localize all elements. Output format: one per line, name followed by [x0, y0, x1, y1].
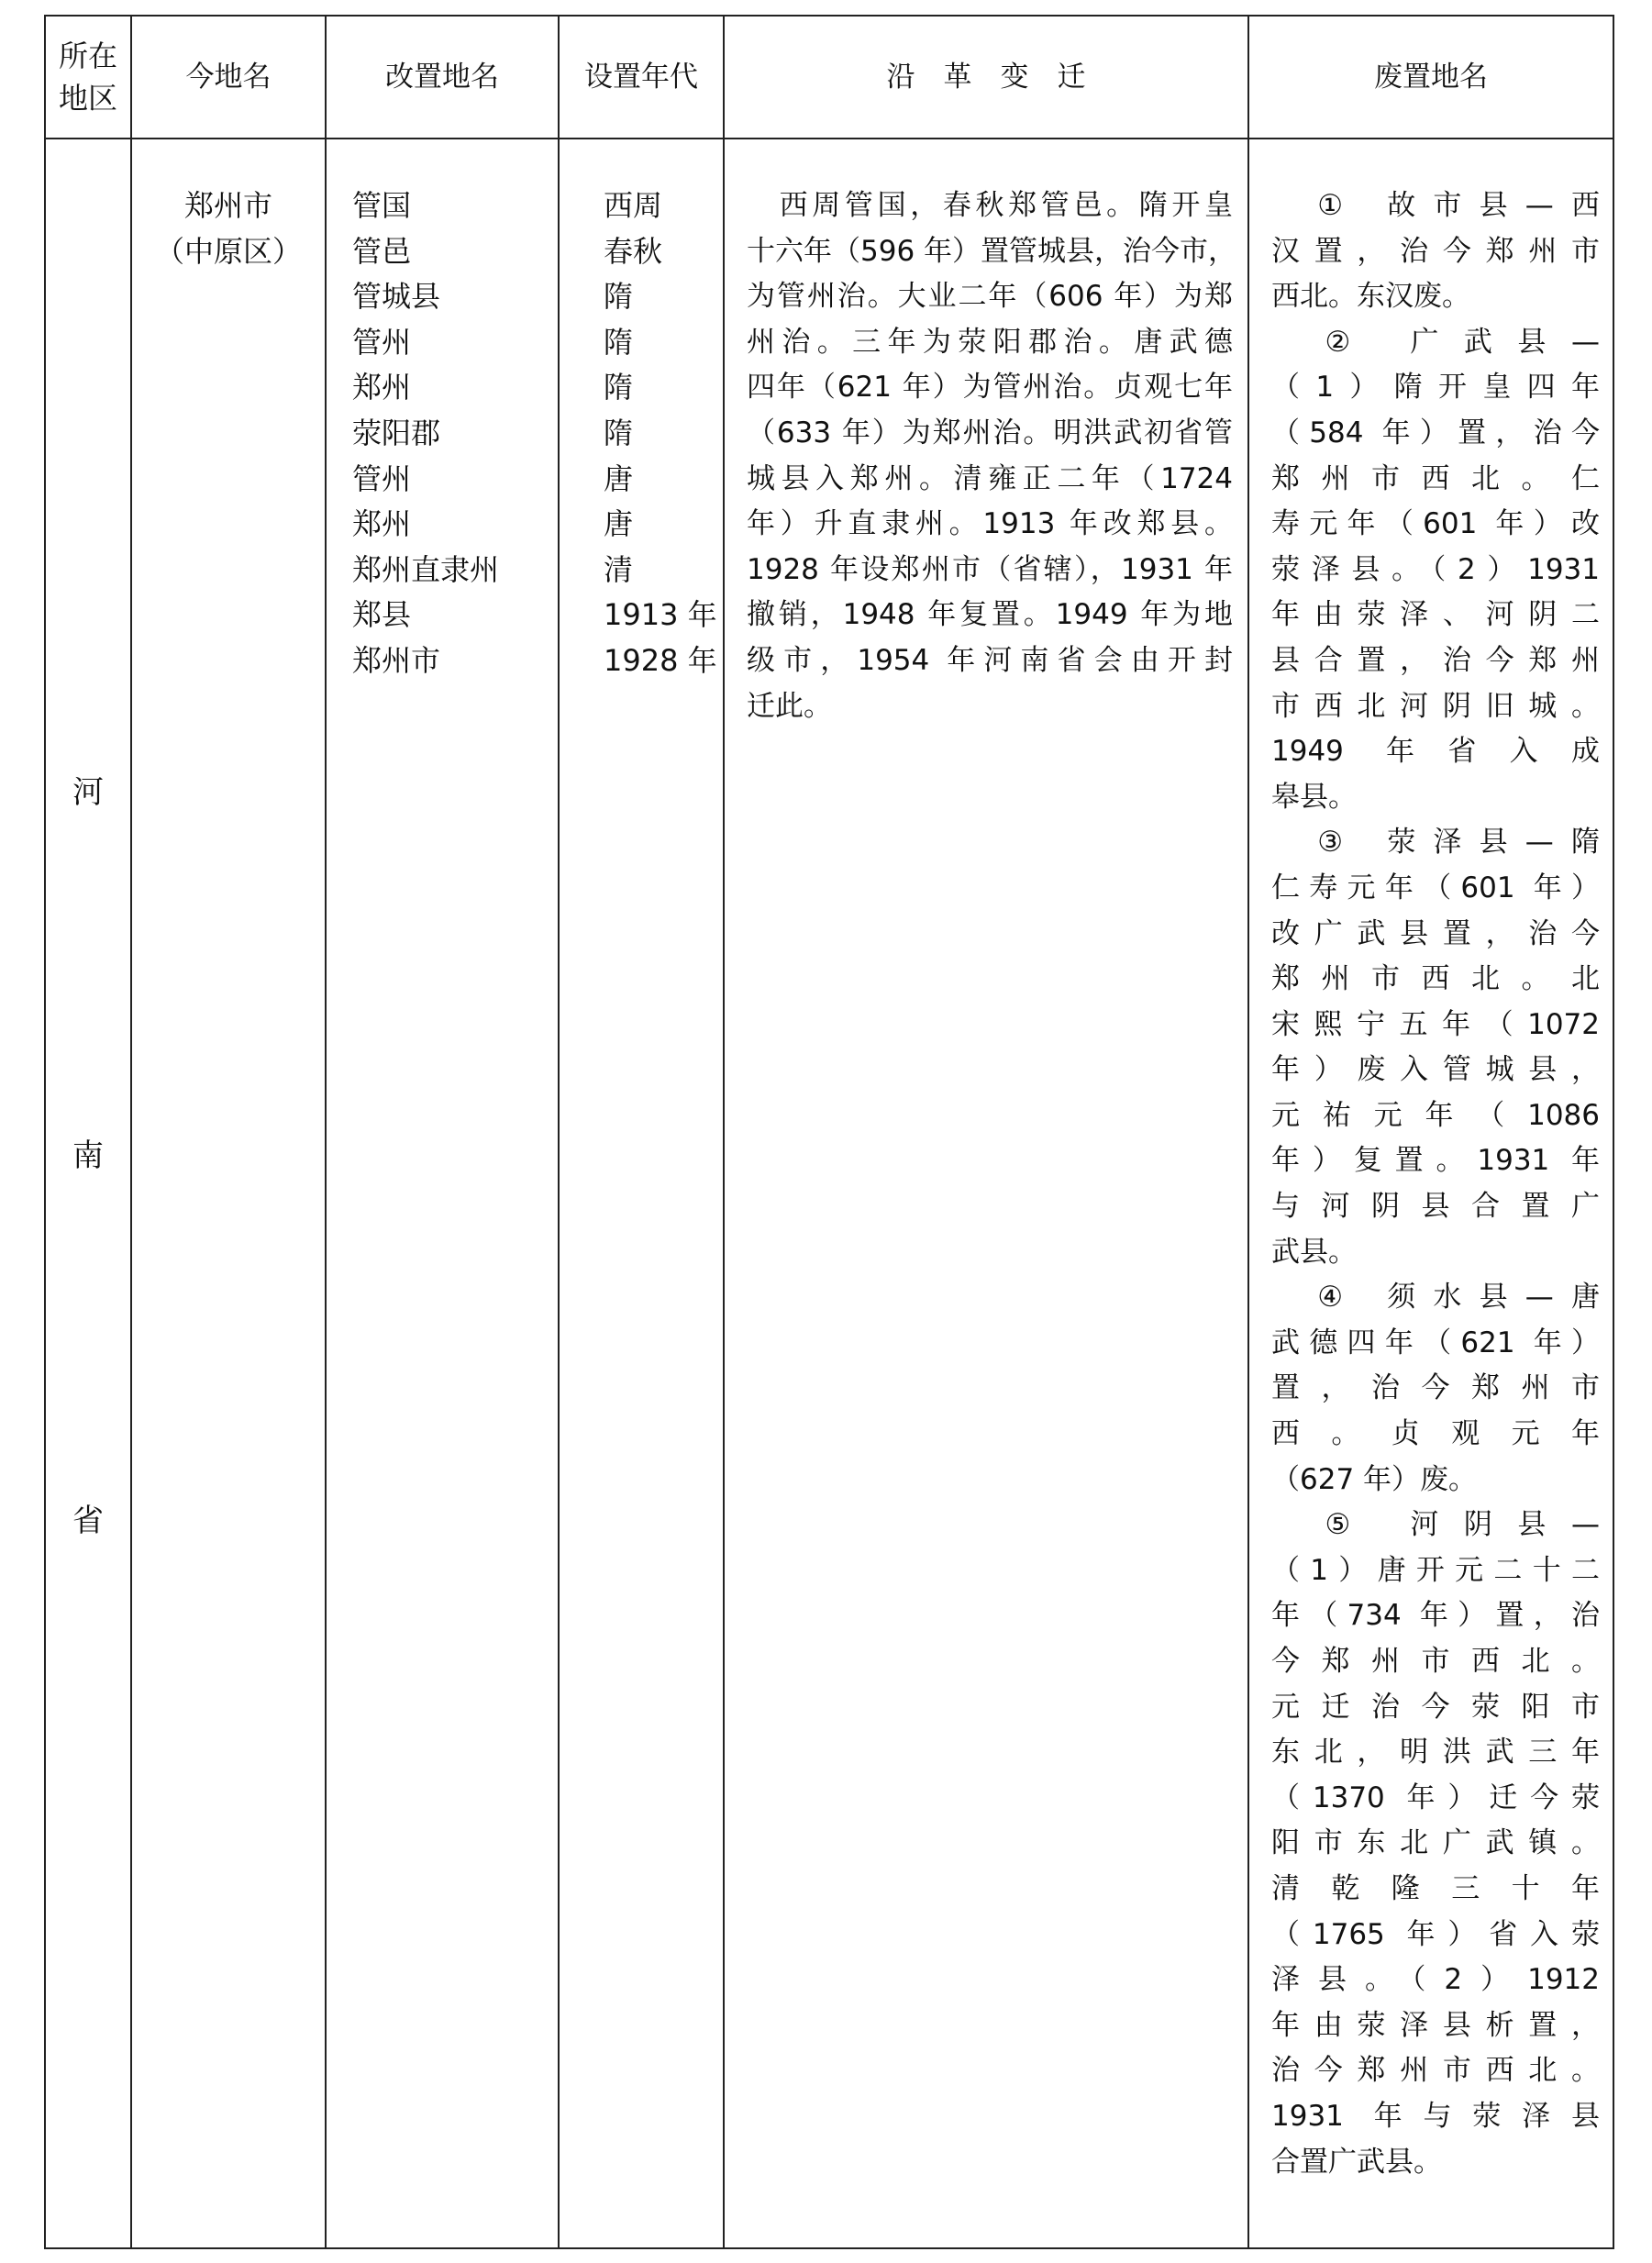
abolished-line: 郑州市西北。仁	[1271, 461, 1600, 495]
abolished-line: 元祐元年（1086	[1271, 1098, 1600, 1132]
column-divider	[558, 17, 560, 2247]
abolished-line: 阳市东北广武镇。	[1271, 1826, 1600, 1860]
abolished-line: 武德四年（621 年）	[1271, 1326, 1600, 1359]
abolished-line: ⑤ 河阴县—	[1271, 1508, 1600, 1542]
abolished-line: 郑州市西北。北	[1271, 962, 1600, 996]
abolished-line: ④ 须水县—唐	[1271, 1281, 1600, 1315]
abolished-line: 西北。东汉废。	[1271, 280, 1470, 314]
historic-name: 荥阳郡	[352, 415, 441, 450]
header-abolished: 废置地名	[1374, 61, 1488, 94]
historic-name: 郑州	[352, 506, 412, 542]
evolution-line: 年）升直隶州。1913 年改郑县。	[747, 507, 1233, 541]
abolished-line: 置，治今郑州市	[1271, 1371, 1600, 1405]
abolished-cell	[1271, 139, 1600, 2247]
abolished-line: 东北，明洪武三年	[1271, 1736, 1600, 1769]
abolished-line: ② 广武县—	[1271, 325, 1600, 359]
region-char: 省	[72, 1503, 104, 1539]
era: 1913 年	[604, 597, 717, 633]
evolution-line: 四年（621 年）为管州治。贞观七年	[747, 371, 1233, 405]
current-name-cell	[132, 139, 325, 2247]
abolished-line: 皋县。	[1271, 780, 1357, 814]
era: 唐	[604, 460, 634, 496]
historic-name: 郑州市	[352, 642, 441, 678]
abolished-line: ① 故市县—西	[1271, 189, 1600, 222]
historic-name: 管城县	[352, 279, 441, 315]
abolished-line: 治今郑州市西北。	[1271, 2054, 1600, 2088]
column-divider	[723, 17, 725, 2247]
abolished-line: 1931 年与荥泽县	[1271, 2099, 1600, 2133]
abolished-line: 年）废入管城县，	[1271, 1053, 1600, 1087]
evolution-line: 西周管国，春秋郑管邑。隋开皇	[747, 189, 1233, 222]
era: 唐	[604, 506, 634, 542]
abolished-line: 西。贞观元年	[1271, 1417, 1600, 1451]
abolished-line: 今郑州市西北。	[1271, 1645, 1600, 1678]
abolished-line: 与河阴县合置广	[1271, 1190, 1600, 1224]
historic-names-cell	[352, 139, 556, 2247]
current-district: （中原区）	[154, 233, 302, 269]
evolution-line: 1928 年设郑州市（省辖），1931 年	[747, 552, 1233, 586]
evolution-cell	[747, 139, 1237, 2247]
header-evolution: 沿 革 变 迁	[886, 61, 1086, 94]
abolished-line: 汉置，治今郑州市	[1271, 234, 1600, 268]
era: 1928 年	[604, 642, 717, 678]
abolished-line: 年（734 年）置，治	[1271, 1599, 1600, 1633]
evolution-line: 迁此。	[747, 689, 832, 723]
evolution-line: 级市，1954 年河南省会由开封	[747, 643, 1233, 677]
era: 清	[604, 551, 634, 587]
era: 春秋	[604, 233, 663, 269]
abolished-line: 县合置，治今郑州	[1271, 643, 1600, 677]
current-name: 郑州市	[183, 188, 272, 223]
evolution-line: （633 年）为郑州治。明洪武初省管	[747, 416, 1233, 449]
abolished-line: 市西北河阴旧城。	[1271, 689, 1600, 723]
historic-name: 郑州	[352, 370, 412, 405]
abolished-line: ③ 荥泽县—隋	[1271, 826, 1600, 860]
abolished-line: 武县。	[1271, 1235, 1357, 1269]
abolished-line: 荥泽县。（2）1931	[1271, 552, 1600, 586]
historic-name: 郑州直隶州	[352, 551, 500, 587]
abolished-line: （1）隋开皇四年	[1271, 371, 1600, 405]
abolished-line: 泽县。（2）1912	[1271, 1963, 1600, 1997]
abolished-line: 年）复置。1931 年	[1271, 1144, 1600, 1178]
abolished-line: 年由荥泽、河阴二	[1271, 598, 1600, 632]
evolution-line: 十六年（596 年）置管城县，治今市，	[747, 234, 1237, 268]
abolished-line: 寿元年（601 年）改	[1271, 507, 1600, 541]
historic-name: 管州	[352, 460, 412, 496]
evolution-line: 城县入郑州。清雍正二年（1724	[747, 461, 1233, 495]
region-char: 南	[72, 1137, 104, 1174]
abolished-line: （1）唐开元二十二	[1271, 1553, 1600, 1587]
era: 隋	[604, 415, 634, 450]
eras-cell	[604, 139, 723, 2247]
abolished-line: （584 年）置，治今	[1271, 416, 1600, 449]
historic-name: 管州	[352, 324, 412, 360]
historic-name: 郑县	[352, 597, 412, 633]
column-divider	[1247, 17, 1249, 2247]
era: 隋	[604, 279, 634, 315]
abolished-line: （1370 年）迁今荥	[1271, 1780, 1600, 1814]
era: 隋	[604, 370, 634, 405]
abolished-line: （627 年）废。	[1271, 1462, 1478, 1496]
abolished-line: 清乾隆三十年	[1271, 1871, 1600, 1905]
abolished-line: 宋熙宁五年（1072	[1271, 1007, 1600, 1041]
evolution-line: 为管州治。大业二年（606 年）为郑	[747, 280, 1233, 314]
abolished-line: 改广武县置，治今	[1271, 916, 1600, 950]
historic-name: 管邑	[352, 233, 412, 269]
evolution-line: 撤销，1948 年复置。1949 年为地	[747, 598, 1233, 632]
abolished-line: 元迁治今荥阳市	[1271, 1690, 1600, 1724]
abolished-line: （1765 年）省入荥	[1271, 1917, 1600, 1951]
evolution-line: 州治。三年为荥阳郡治。唐武德	[747, 325, 1233, 359]
era: 隋	[604, 324, 634, 360]
header-region: 所在地区	[58, 39, 117, 116]
header-current-name: 今地名	[185, 61, 272, 94]
header-historic-name: 改置地名	[385, 61, 499, 94]
historic-name: 管国	[352, 188, 412, 223]
abolished-line: 年由荥泽县析置，	[1271, 2008, 1600, 2042]
column-divider	[325, 17, 327, 2247]
header-era: 设置年代	[584, 61, 698, 94]
abolished-line: 仁寿元年（601 年）	[1271, 871, 1600, 904]
history-table	[44, 15, 1614, 2249]
era: 西周	[604, 188, 663, 223]
abolished-line: 合置广武县。	[1271, 2145, 1442, 2179]
region-char: 河	[72, 774, 104, 811]
abolished-line: 1949 年省入成	[1271, 735, 1600, 769]
